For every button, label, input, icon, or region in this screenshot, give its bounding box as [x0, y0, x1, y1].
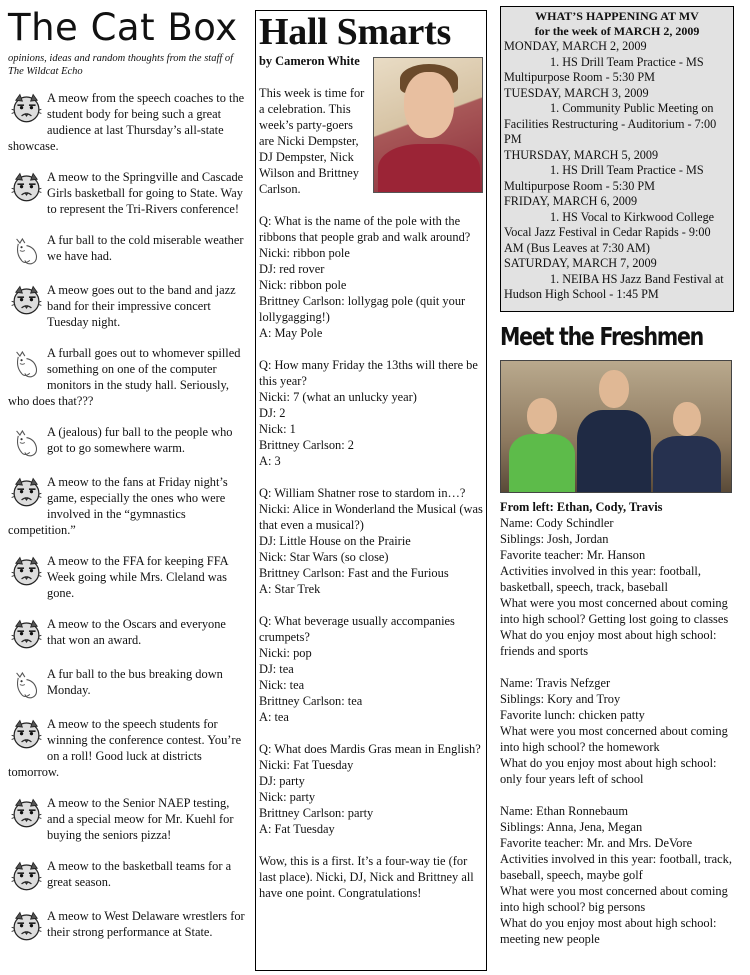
quiz-answer: DJ: tea	[259, 662, 294, 676]
cat-box-note	[8, 795, 246, 843]
note-text: A meow to West Delaware wrestlers for their strong performance at State.	[47, 909, 245, 939]
hairball-icon	[10, 426, 43, 459]
quiz-answer: Nick: party	[259, 790, 316, 804]
quiz-question: Q: What beverage usually accompanies crumpets?	[259, 614, 455, 644]
profile-line: What do you enjoy most about high school: friends and sports	[500, 628, 717, 658]
profile-line: Activities involved in this year: football, track, baseball, speech, maybe golf	[500, 852, 732, 882]
quiz-answer: A: tea	[259, 710, 289, 724]
freshmen-photo	[500, 360, 732, 493]
profile-line: Name: Travis Nefzger	[500, 676, 611, 690]
event-day: TUESDAY, MARCH 3, 2009	[504, 85, 649, 100]
right-column	[500, 6, 734, 971]
profile-line: Favorite lunch: chicken patty	[500, 708, 645, 722]
event-day: THURSDAY, MARCH 5, 2009	[504, 147, 659, 162]
note-text: A meow goes out to the band and jazz band for their impressive concert Tuesday night.	[47, 283, 236, 329]
event-day: FRIDAY, MARCH 6, 2009	[504, 194, 638, 208]
note-text: A meow to the Oscars and everyone that won an award.	[47, 617, 226, 647]
cat-box-note	[8, 616, 246, 651]
quiz-answer: Brittney Carlson: party	[259, 806, 374, 820]
hall-smarts-title: Hall Smarts	[259, 11, 451, 53]
cat-box-note	[8, 345, 246, 409]
quiz-answer: Nicki: ribbon pole	[259, 246, 350, 260]
note-text: A furball goes out to whomever spilled something on one of the computer monitors in the study hall. Seriously, who does that???	[8, 346, 241, 408]
profile-line: What do you enjoy most about high school: meeting new people	[500, 916, 717, 946]
note-text: A fur ball to the bus breaking down Monday.	[47, 667, 223, 697]
note-text: A (jealous) fur ball to the people who got to go somewhere warm.	[47, 425, 233, 455]
profile-line: Favorite teacher: Mr. and Mrs. DeVore	[500, 836, 693, 850]
profile-line: Siblings: Anna, Jena, Megan	[500, 820, 643, 834]
quiz-question: Q: What does Mardis Gras mean in English?	[259, 742, 481, 756]
profile-line: What were you most concerned about coming into high school? Getting lost going to classes	[500, 596, 729, 626]
profile-line: Name: Ethan Ronnebaum	[500, 804, 629, 818]
wildcat-icon	[10, 284, 43, 317]
spacer	[259, 469, 483, 485]
cat-box-note	[8, 282, 246, 330]
spacer	[500, 787, 734, 803]
cat-box-subtitle: opinions, ideas and random thoughts from the staff of The Wildcat Echo	[8, 53, 234, 77]
quiz-answer: Brittney Carlson: tea	[259, 694, 363, 708]
event-day: MONDAY, MARCH 2, 2009	[504, 39, 647, 53]
note-text: A meow to the speech students for winning the conference contest. You’re on a roll! Good luck at districts tomorrow.	[8, 717, 242, 779]
quiz-question: Q: How many Friday the 13ths will there be this year?	[259, 358, 478, 388]
profile-line: What were you most concerned about coming into high school? big persons	[500, 884, 728, 914]
event-day: SATURDAY, MARCH 7, 2009	[504, 256, 657, 270]
quiz-answer: A: May Pole	[259, 326, 323, 340]
hall-smarts-closing: Wow, this is a first. It’s a four-way tie (for last place). Nicki, DJ, Nick and Brittney all have one point. Congratulations!	[259, 854, 474, 900]
wildcat-icon	[10, 797, 43, 830]
note-text: A meow from the speech coaches to the student body for being such a great audience at last Thursday’s all-state showcase.	[8, 91, 245, 153]
event-item: 1. NEIBA HS Jazz Band Festival at Hudson High School - 1:45 PM	[504, 271, 724, 301]
wildcat-icon	[10, 718, 43, 751]
quiz-questions	[259, 197, 483, 837]
profile-line: What do you enjoy most about high school: only four years left of school	[500, 756, 717, 786]
quiz-answer: Nick: ribbon pole	[259, 278, 347, 292]
hall-smarts-intro: This week is time for a celebration. This week’s party-goers are Nicki Dempster, DJ Dempster, Nick Wilson and Brittney Carlson.	[259, 86, 365, 196]
quiz-question: Q: What is the name of the pole with the ribbons that people grab and walk around?	[259, 214, 471, 244]
photo-caption: From left: Ethan, Cody, Travis	[500, 500, 663, 514]
hall-smarts-column	[255, 10, 487, 971]
wildcat-icon	[10, 618, 43, 651]
profile-line: What were you most concerned about coming into high school? the homework	[500, 724, 728, 754]
spacer	[259, 597, 483, 613]
wildcat-icon	[10, 92, 43, 125]
profile-line: Favorite teacher: Mr. Hanson	[500, 548, 646, 562]
freshmen-title: Meet the Freshmen	[500, 322, 704, 351]
cat-box-note	[8, 90, 246, 154]
spacer	[500, 659, 734, 675]
quiz-question: Q: William Shatner rose to stardom in…?	[259, 486, 466, 500]
cat-box-column	[8, 6, 246, 971]
student-portrait-photo	[373, 57, 483, 193]
quiz-answer: Nick: 1	[259, 422, 296, 436]
wildcat-icon	[10, 860, 43, 893]
events-list	[504, 39, 730, 303]
cat-box-note	[8, 858, 246, 893]
note-text: A meow to the FFA for keeping FFA Week going while Mrs. Cleland was gone.	[47, 554, 228, 600]
quiz-answer: Brittney Carlson: Fast and the Furious	[259, 566, 449, 580]
cat-box-note	[8, 553, 246, 601]
profile-line: Siblings: Josh, Jordan	[500, 532, 609, 546]
profile-line: Name: Cody Schindler	[500, 516, 614, 530]
events-box	[500, 6, 734, 312]
byline: by Cameron White	[259, 54, 360, 68]
note-text: A meow to the fans at Friday night’s game, especially the ones who were involved in the “gymnastics competition.”	[8, 475, 228, 537]
cat-box-note	[8, 908, 246, 943]
spacer	[259, 725, 483, 741]
cat-box-note	[8, 474, 246, 538]
cat-box-note	[8, 716, 246, 780]
hairball-icon	[10, 668, 43, 701]
cat-box-note	[8, 666, 246, 701]
cat-box-title: The Cat Box	[8, 6, 238, 49]
quiz-answer: DJ: party	[259, 774, 305, 788]
cat-box-note	[8, 169, 246, 217]
event-item: 1. HS Drill Team Practice - MS Multipurpose Room - 5:30 PM	[504, 163, 704, 193]
wildcat-icon	[10, 476, 43, 509]
event-item: 1. HS Vocal to Kirkwood College Vocal Jazz Festival in Cedar Rapids - 9:00 AM (Bus Leaves at 7:30 AM)	[504, 209, 715, 255]
note-text: A meow to the Senior NAEP testing, and a special meow for Mr. Kuehl for buying the seniors pizza!	[47, 796, 234, 842]
wildcat-icon	[10, 910, 43, 943]
quiz-answer: Nicki: Alice in Wonderland the Musical (was that even a musical?)	[259, 502, 483, 532]
note-text: A meow to the basketball teams for a great season.	[47, 859, 232, 889]
cat-box-note	[8, 232, 246, 267]
events-subheading: for the week of MARCH 2, 2009	[534, 24, 700, 38]
quiz-answer: Nicki: 7 (what an unlucky year)	[259, 390, 417, 404]
event-item: 1. HS Drill Team Practice - MS Multipurpose Room - 5:30 PM	[504, 54, 704, 84]
note-text: A meow to the Springville and Cascade Girls basketball for going to State. Way to represent the Tri-Rivers conference!	[47, 170, 244, 216]
quiz-answer: DJ: 2	[259, 406, 286, 420]
quiz-answer: Nicki: pop	[259, 646, 312, 660]
quiz-answer: A: 3	[259, 454, 281, 468]
quiz-answer: Brittney Carlson: 2	[259, 438, 354, 452]
quiz-answer: Nick: Star Wars (so close)	[259, 550, 389, 564]
cat-box-note	[8, 424, 246, 459]
freshmen-profiles	[500, 515, 734, 947]
event-item: 1. Community Public Meeting on Facilities Restructuring - Auditorium - 7:00 PM	[504, 101, 717, 146]
wildcat-icon	[10, 171, 43, 204]
quiz-answer: DJ: red rover	[259, 262, 325, 276]
hairball-icon	[10, 234, 43, 267]
profile-line: Activities involved in this year: football, basketball, speech, track, baseball	[500, 564, 701, 594]
spacer	[259, 197, 483, 213]
quiz-answer: Brittney Carlson: lollygag pole (quit your lollygagging!)	[259, 294, 466, 324]
cat-box-notes	[8, 90, 246, 943]
wildcat-icon	[10, 555, 43, 588]
quiz-answer: A: Star Trek	[259, 582, 321, 596]
quiz-answer: A: Fat Tuesday	[259, 822, 335, 836]
hairball-icon	[10, 347, 43, 380]
profile-line: Siblings: Kory and Troy	[500, 692, 621, 706]
events-heading: WHAT’S HAPPENING AT MV	[535, 9, 699, 23]
quiz-answer: DJ: Little House on the Prairie	[259, 534, 411, 548]
spacer	[259, 341, 483, 357]
note-text: A fur ball to the cold miserable weather we have had.	[47, 233, 244, 263]
quiz-answer: Nicki: Fat Tuesday	[259, 758, 354, 772]
quiz-answer: Nick: tea	[259, 678, 305, 692]
